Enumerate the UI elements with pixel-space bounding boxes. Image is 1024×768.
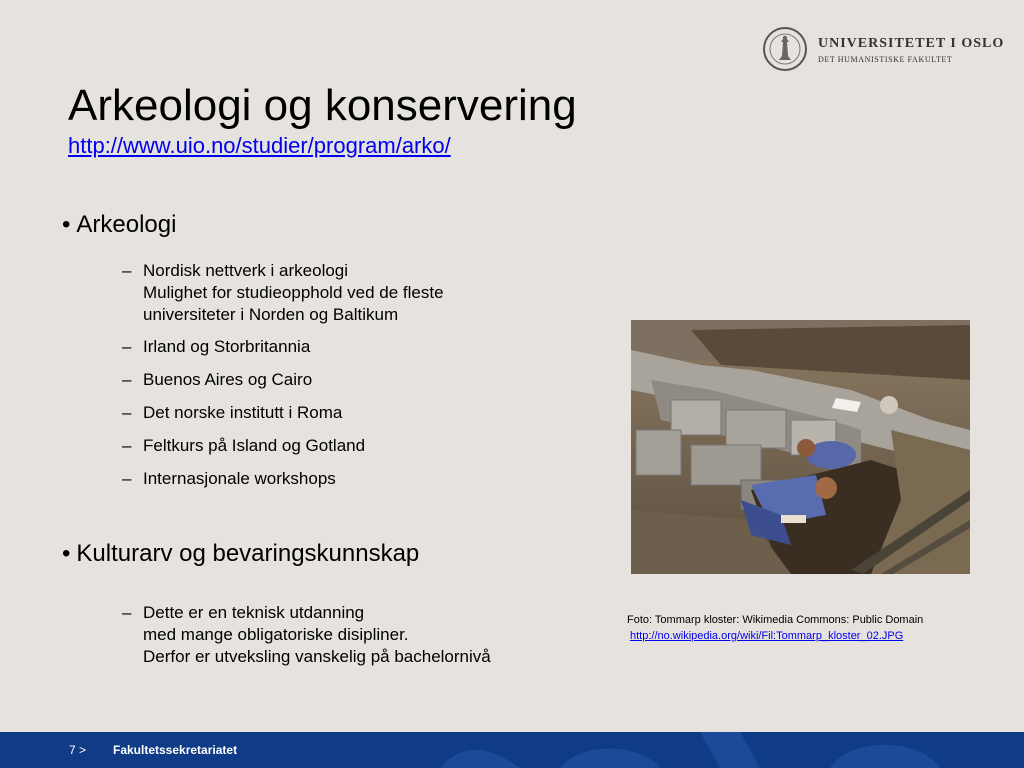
bullet-label: Kulturarv og bevaringskunnskap xyxy=(76,540,420,567)
university-seal-icon xyxy=(762,26,808,72)
bullet-kulturarv xyxy=(62,540,419,568)
dash-marker: – xyxy=(122,469,132,488)
dash-marker: – xyxy=(122,337,132,356)
dash-marker: – xyxy=(122,261,132,280)
dash-marker: – xyxy=(122,403,132,422)
slide-title: Arkeologi og konservering xyxy=(68,81,577,130)
photo-source-link[interactable]: http://no.wikipedia.org/wiki/Fil:Tommarp_kloster_02.JPG xyxy=(630,630,904,642)
program-link[interactable]: http://www.uio.no/studier/program/arko/ xyxy=(68,133,451,158)
excavation-photo-image xyxy=(631,320,970,574)
photo-credit: Foto: Tommarp kloster: Wikimedia Commons: Public Domain xyxy=(627,614,924,626)
university-logo xyxy=(762,26,1012,74)
list-item-text: Buenos Aires og Cairo xyxy=(143,370,313,389)
faculty-name: DET HUMANISTISKE FAKULTET xyxy=(818,55,953,64)
list-item-text: Feltkurs på Island og Gotland xyxy=(143,436,366,455)
bullet-arkeologi xyxy=(62,211,176,239)
bullet-dot: • xyxy=(62,540,71,567)
university-name: UNIVERSITETET I OSLO xyxy=(818,36,1005,51)
list-item-text: Irland og Storbritannia xyxy=(143,337,311,356)
list-item-text: Dette er en teknisk utdanning med mange obligatoriske disipliner. Derfor er utveksling vanskelig på bachelornivå xyxy=(143,603,491,666)
dash-marker: – xyxy=(122,370,132,389)
bullet-label: Arkeologi xyxy=(76,211,177,238)
excavation-photo xyxy=(631,320,970,574)
footer-bar xyxy=(0,732,1024,768)
list-item-text: Det norske institutt i Roma xyxy=(143,403,343,422)
list-item-text: Nordisk nettverk i arkeologi Mulighet for studieopphold ved de fleste universiteter i Norden og Baltikum xyxy=(143,261,444,324)
list-item-text: Internasjonale workshops xyxy=(143,469,336,488)
footer-label: Fakultetssekretariatet xyxy=(113,743,238,757)
dash-marker: – xyxy=(122,436,132,455)
page-number: 7 > xyxy=(69,743,87,757)
bullet-dot: • xyxy=(62,211,71,238)
dash-marker: – xyxy=(122,603,132,622)
